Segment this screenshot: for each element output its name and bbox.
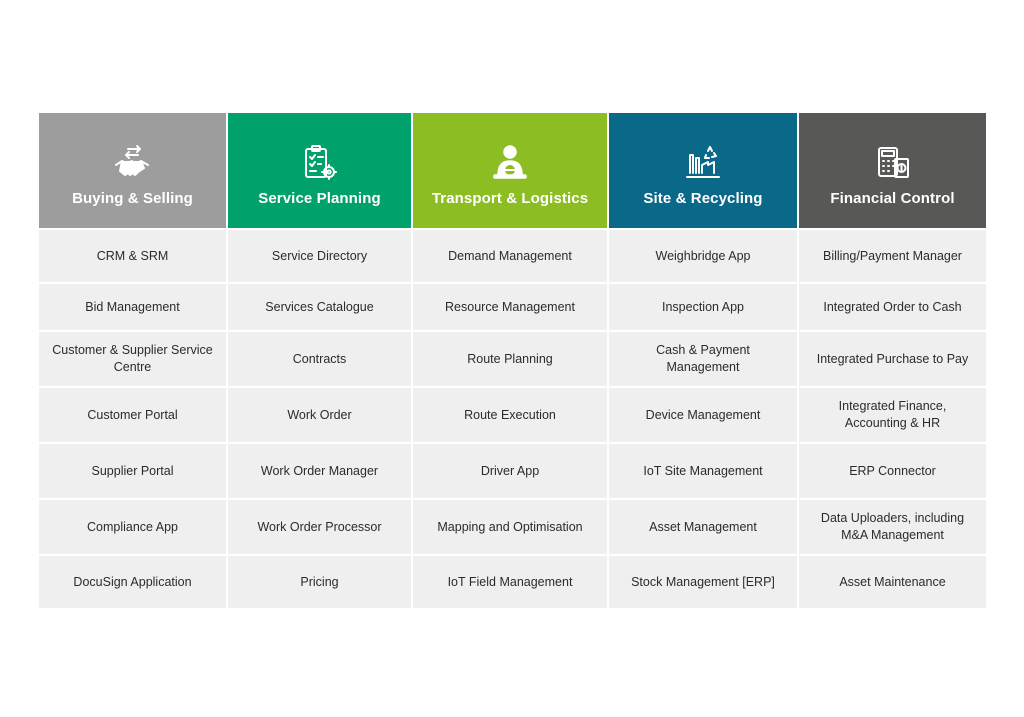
capability-matrix — [39, 113, 986, 608]
matrix-cell: Customer & Supplier Service Centre — [39, 332, 226, 386]
column-title: Transport & Logistics — [431, 190, 589, 207]
matrix-cell: Service Directory — [228, 230, 411, 282]
calculator-invoice-icon — [872, 142, 914, 184]
matrix-cell: Integrated Finance, Accounting & HR — [799, 388, 986, 442]
matrix-cell: Route Planning — [413, 332, 607, 386]
matrix-cell: Resource Management — [413, 284, 607, 330]
matrix-cell: Mapping and Optimisation — [413, 500, 607, 554]
matrix-cell: Integrated Purchase to Pay — [799, 332, 986, 386]
column-title: Financial Control — [830, 190, 955, 207]
matrix-cell: Cash & Payment Management — [609, 332, 797, 386]
column-header-service-planning — [228, 113, 411, 228]
matrix-cell: Services Catalogue — [228, 284, 411, 330]
matrix-cell: Bid Management — [39, 284, 226, 330]
matrix-cell: IoT Field Management — [413, 556, 607, 608]
matrix-cell: ERP Connector — [799, 444, 986, 498]
matrix-cell: Asset Maintenance — [799, 556, 986, 608]
matrix-cell: IoT Site Management — [609, 444, 797, 498]
column-title: Service Planning — [258, 190, 381, 207]
column-header-site-recycling — [609, 113, 797, 228]
column-header-financial-control — [799, 113, 986, 228]
column-title: Site & Recycling — [643, 190, 763, 207]
matrix-cell: Driver App — [413, 444, 607, 498]
matrix-cell: Billing/Payment Manager — [799, 230, 986, 282]
matrix-cell: Route Execution — [413, 388, 607, 442]
matrix-cell: Pricing — [228, 556, 411, 608]
matrix-cell: Asset Management — [609, 500, 797, 554]
matrix-cell: Contracts — [228, 332, 411, 386]
matrix-cell: Demand Management — [413, 230, 607, 282]
matrix-cell: Integrated Order to Cash — [799, 284, 986, 330]
matrix-cell: CRM & SRM — [39, 230, 226, 282]
matrix-cell: Work Order Processor — [228, 500, 411, 554]
matrix-cell: DocuSign Application — [39, 556, 226, 608]
matrix-cell: Work Order Manager — [228, 444, 411, 498]
matrix-cell: Inspection App — [609, 284, 797, 330]
clipboard-gear-icon — [299, 142, 341, 184]
column-header-transport-logistics — [413, 113, 607, 228]
matrix-cell: Customer Portal — [39, 388, 226, 442]
column-title: Buying & Selling — [72, 190, 193, 207]
matrix-cell: Device Management — [609, 388, 797, 442]
column-header-buying-selling — [39, 113, 226, 228]
factory-recycle-icon — [682, 142, 724, 184]
matrix-cell: Supplier Portal — [39, 444, 226, 498]
matrix-cell: Compliance App — [39, 500, 226, 554]
handshake-icon — [112, 142, 154, 184]
matrix-cell: Weighbridge App — [609, 230, 797, 282]
driver-icon — [489, 142, 531, 184]
matrix-cell: Work Order — [228, 388, 411, 442]
matrix-cell: Stock Management [ERP] — [609, 556, 797, 608]
matrix-cell: Data Uploaders, including M&A Management — [799, 500, 986, 554]
